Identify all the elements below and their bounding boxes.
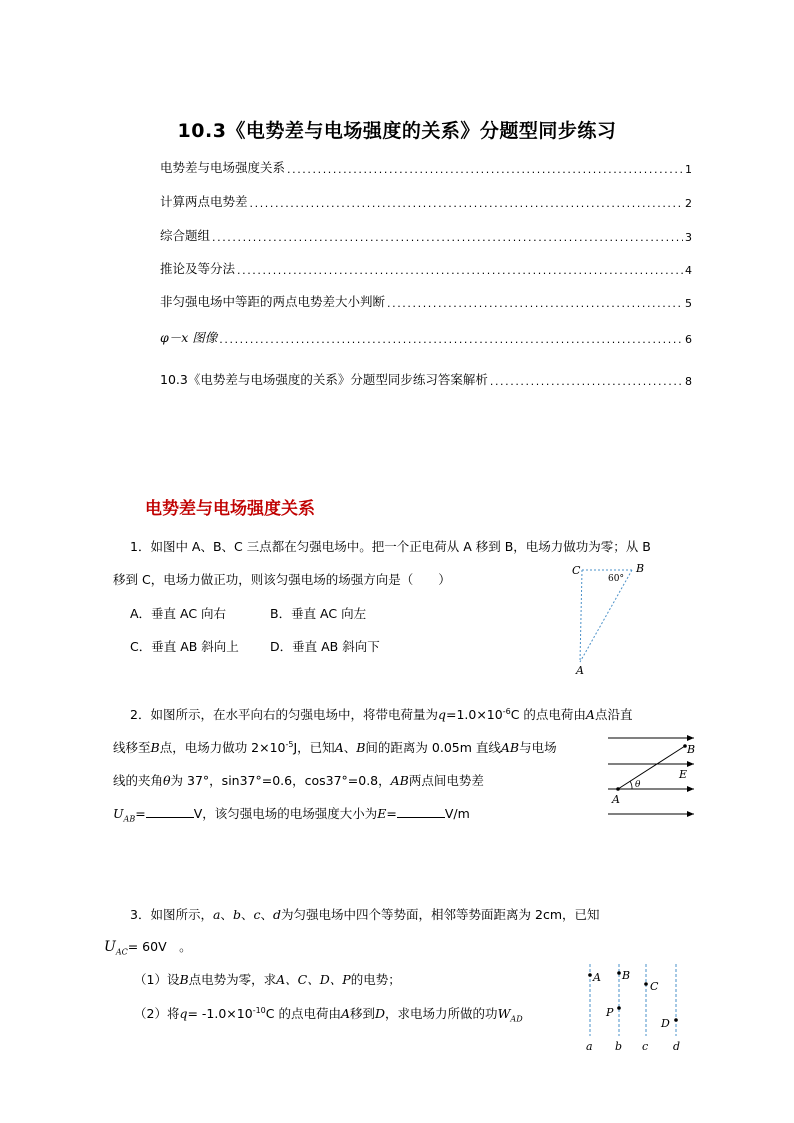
toc-item[interactable] [160,328,692,346]
point-p [617,1006,621,1010]
point-c [644,982,648,986]
toc-leader-dots [212,231,683,244]
toc-item-page: 5 [685,297,692,310]
toc-leader-dots [237,264,683,277]
toc-leader-dots [490,375,683,388]
label-a: A [612,793,620,806]
label-c: C [572,564,581,577]
point-a [616,787,620,791]
angle-label: 60° [608,574,624,584]
toc-item-label: 10.3《电势差与电场强度的关系》分题型同步练习答案解析 [160,372,488,387]
toc-item-label: 综合题组 [160,228,211,243]
point-b [617,971,621,975]
sub-question-1: （1）设B点电势为零，求A、C、D、P的电势； [134,972,401,987]
point-d [674,1018,678,1022]
label-line-c: c [642,1040,649,1053]
toc-item[interactable] [160,370,692,388]
angle-arc [630,781,632,789]
toc-item-label: 推论及等分法 [160,261,236,276]
toc-item-label: 非匀强电场中等距的两点电势差大小判断 [160,294,386,309]
label-theta: θ [635,780,641,790]
toc-item-page: 1 [685,163,692,176]
segment-ab [618,746,688,789]
segment-ca [580,570,582,662]
question-text: 3．如图所示，a、b、c、d为匀强电场中四个等势面，相邻等势面距离为 2cm，已知 [130,907,600,922]
equipotential-figure [578,960,688,1058]
label-b: B [687,743,696,756]
label-p: P [606,1006,614,1019]
question-text: $U_{AC}= 60V$ 。 [104,939,192,957]
label-c: C [650,980,659,993]
label-b: B [622,969,631,982]
toc-item[interactable] [160,292,692,310]
answer-blank-uab[interactable] [146,806,194,818]
toc-leader-dots [287,163,683,176]
toc-item-page: 8 [685,375,692,388]
field-lines-figure [602,728,702,820]
label-e: E [679,768,688,781]
question-text: 线移至B点，电场力做功 $2\times 10^{-5}J$，已知A、B间的距离为 0.05m 直线AB与电场 [113,739,557,755]
toc-item[interactable] [160,226,692,244]
label-line-a: a [586,1040,593,1053]
label-line-b: b [615,1040,623,1053]
toc-item-page: 3 [685,231,692,244]
toc-item-label: φ－x 图像 [160,330,218,345]
answer-blank-e[interactable] [397,806,445,818]
question-text: 1．如图中 A、B、C 三点都在匀强电场中。把一个正电荷从 A 移到 B，电场力做功为零；从 B [130,539,651,554]
label-a: A [593,971,601,984]
triangle-figure [560,558,660,678]
page-title: 10.3《电势差与电场强度的关系》分题型同步练习 [177,120,617,142]
segment-ba [580,570,632,662]
toc-item-label: 电势差与电场强度关系 [160,160,286,175]
label-line-d: d [673,1040,681,1053]
sub-question-2: （2）将$q= -1.0\times 10^{-10}C$ 的点电荷由A移到D，求电场力所做的功$W_{AD}$ [134,1005,523,1024]
toc-item-page: 6 [685,333,692,346]
option-d[interactable]: D．垂直 AB 斜向下 [270,639,380,654]
section-heading: 电势差与电场强度关系 [145,499,315,519]
toc-item[interactable] [160,192,692,210]
label-a: A [576,664,584,677]
point-a [588,973,592,977]
label-d: D [661,1017,670,1030]
toc-item[interactable] [160,158,692,176]
toc-leader-dots [387,297,683,310]
label-b: B [636,562,645,575]
toc-item[interactable] [160,259,692,277]
toc-item-page: 4 [685,264,692,277]
question-text: 2．如图所示，在水平向右的匀强电场中，将带电荷量为$q=1.0\times 10^{-6}C$ 的点电荷由A点沿直 [130,706,633,722]
question-text: 移到 C，电场力做正功，则该匀强电场的场强方向是（ ） [113,572,451,587]
toc-item-label: 计算两点电势差 [160,194,248,209]
question-text: $U_{AB}= V$，该匀强电场的电场强度大小为E= V/m [113,806,470,824]
question-text: 线的夹角θ为 37°，sin37°=0.6，cos37°=0.8，AB两点间电势差 [113,773,484,788]
toc-leader-dots [250,197,683,210]
option-b[interactable]: B．垂直 AC 向左 [270,606,367,621]
option-c[interactable]: C．垂直 AB 斜向上 [130,639,239,654]
option-a[interactable]: A．垂直 AC 向右 [130,606,227,621]
toc-item-page: 2 [685,197,692,210]
toc-leader-dots [219,333,683,346]
